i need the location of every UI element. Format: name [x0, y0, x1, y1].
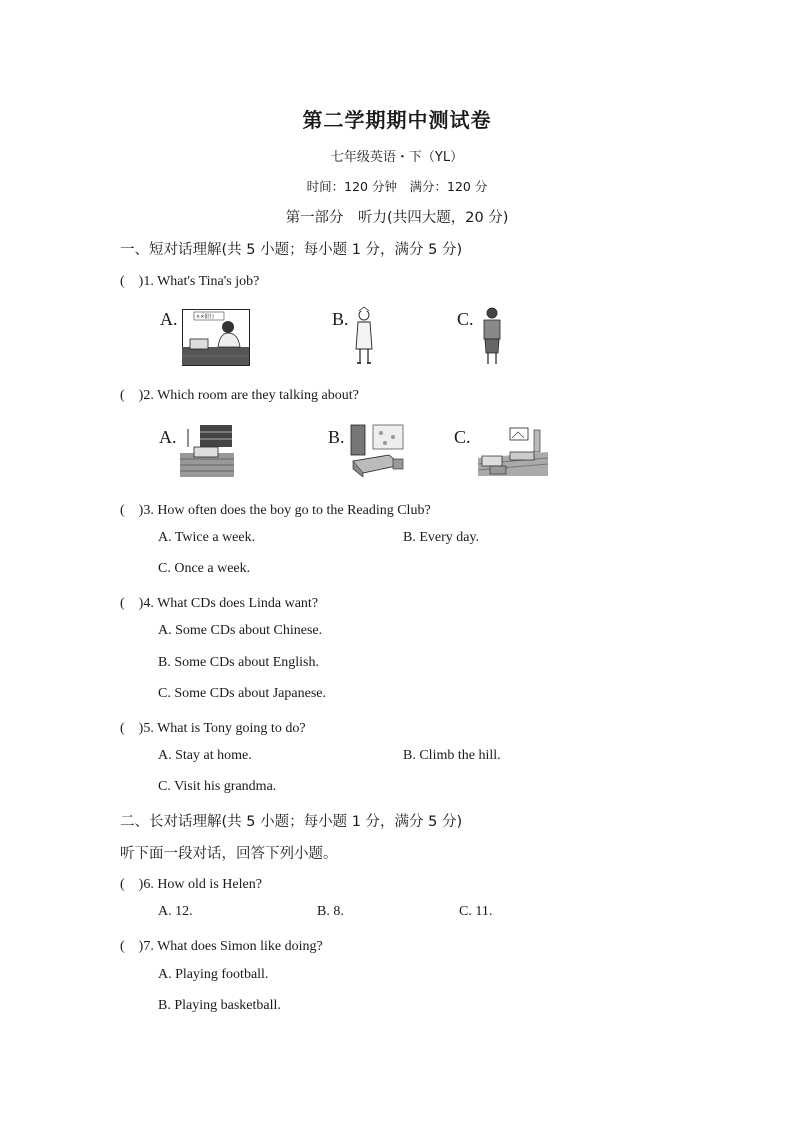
bank-clerk-picture [182, 309, 250, 366]
q4-option-a: A. Some CDs about Chinese. [158, 623, 323, 638]
living-room-picture [476, 424, 550, 478]
q2-option-c-label: C. [454, 427, 471, 447]
question-4: ( )4. What CDs does Linda want? [120, 596, 319, 611]
bank-sign-text: ××银行 [196, 314, 215, 320]
q1-option-c-label: C. [457, 309, 474, 329]
section-2-instruction: 听下面一段对话，回答下列小题。 [120, 846, 338, 862]
q3-option-c: C. Once a week. [158, 561, 251, 576]
q2-option-a-label: A. [159, 427, 177, 447]
q5-option-b: B. Climb the hill. [403, 748, 501, 763]
q1-option-a-label: A. [160, 309, 178, 329]
q6-option-b: B. 8. [317, 904, 344, 919]
q5-option-c: C. Visit his grandma. [158, 779, 277, 794]
page-title: 第二学期期中测试卷 [302, 108, 492, 132]
q7-option-a: A. Playing football. [158, 967, 269, 982]
study-room-picture [180, 423, 234, 477]
q2-option-b-label: B. [328, 427, 345, 447]
q5-option-a: A. Stay at home. [158, 748, 252, 763]
page-subtitle: 七年级英语・下（YL） [330, 150, 464, 165]
question-1: ( )1. What's Tina's job? [120, 274, 260, 289]
section-heading-2: 二、长对话理解(共 5 小题；每小题 1 分，满分 5 分) [120, 814, 463, 830]
question-5: ( )5. What is Tony going to do? [120, 721, 306, 736]
q7-option-b: B. Playing basketball. [158, 998, 281, 1013]
q1-option-b-label: B. [332, 309, 349, 329]
q6-option-a: A. 12. [158, 904, 193, 919]
question-7: ( )7. What does Simon like doing? [120, 939, 323, 954]
time-score-line: 时间：120 分钟 满分：120 分 [306, 179, 488, 194]
q6-option-c: C. 11. [459, 904, 493, 919]
question-2: ( )2. Which room are they talking about? [120, 388, 359, 403]
bedroom-picture [349, 423, 407, 477]
q3-option-b: B. Every day. [403, 530, 480, 545]
section-heading-1: 一、短对话理解(共 5 小题；每小题 1 分，满分 5 分) [120, 242, 463, 258]
question-6: ( )6. How old is Helen? [120, 877, 262, 892]
q4-option-b: B. Some CDs about English. [158, 655, 320, 670]
q4-option-c: C. Some CDs about Japanese. [158, 686, 326, 701]
q3-option-a: A. Twice a week. [158, 530, 256, 545]
nurse-picture [352, 305, 376, 367]
businesswoman-picture [478, 305, 506, 367]
part-heading: 第一部分 听力(共四大题，20 分) [285, 210, 509, 226]
question-3: ( )3. How often does the boy go to the Reading Club? [120, 503, 431, 518]
